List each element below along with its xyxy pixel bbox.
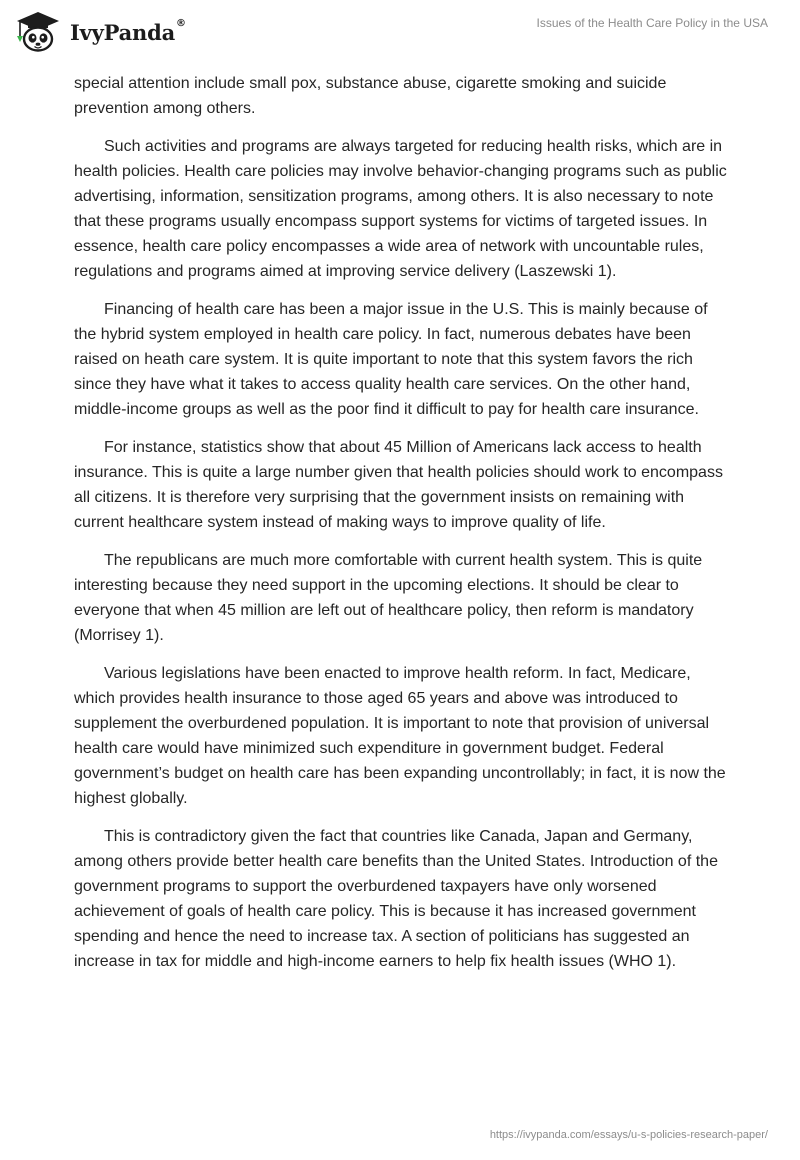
paragraph: special attention include small pox, substance abuse, cigarette smoking and suicide prevention among others. <box>74 75 667 117</box>
panda-graduation-cap-icon <box>14 9 64 53</box>
ivypanda-logo[interactable] <box>14 9 186 53</box>
paragraph: For instance, statistics show that about 45 Million of Americans lack access to health insurance. This is quite a large number given that health policies should work to encompass all citizens. It is therefore very surprising that the government insists on remaining with current healthcare system instead of making ways to improve quality of life. <box>74 439 723 531</box>
paragraph: The republicans are much more comfortable with current health system. This is quite interesting because they need support in the upcoming elections. It should be clear to everyone that when 45 million are left out of healthcare policy, then reform is mandatory (Morrisey 1). <box>74 552 703 644</box>
paragraph: Such activities and programs are always targeted for reducing health risks, which are in health policies. Health care policies may involve behavior-changing programs such as public advertising, information, sensitization programs, among others. It is also necessary to note that these programs usually encompass support systems for victims of targeted issues. In essence, health care policy encompasses a wide area of network with uncountable rules, regulations and programs aimed at improving service delivery (Laszewski 1). <box>74 138 727 280</box>
brand-label: IvyPanda <box>70 19 176 45</box>
registered-mark: ® <box>176 17 186 29</box>
document-title: Issues of the Health Care Policy in the USA <box>536 16 768 30</box>
essay-body <box>74 71 734 987</box>
brand-name <box>70 17 186 45</box>
source-url[interactable]: https://ivypanda.com/essays/u-s-policies-research-paper/ <box>489 1129 768 1141</box>
paragraph: Financing of health care has been a major issue in the U.S. This is mainly because of the hybrid system employed in health care policy. In fact, numerous debates have been raised on heath care system. It is quite important to note that this system favors the rich since they have what it takes to access quality health care services. On the other hand, middle-income groups as well as the poor find it difficult to pay for health care insurance. <box>74 301 708 418</box>
paragraph: Various legislations have been enacted to improve health reform. In fact, Medicare, which provides health insurance to those aged 65 years and above was introduced to supplement the overburdened population. It is important to note that provision of universal health care would have minimized such expenditure in government budget. Federal government’s budget on health care has been expanding uncontrollably; in fact, it is now the highest globally. <box>74 665 726 807</box>
paragraph: This is contradictory given the fact that countries like Canada, Japan and Germany, among others provide better health care benefits than the United States. Introduction of the government programs to support the overburdened taxpayers have only worsened achievement of goals of health care policy. This is because it has increased government spending and hence the need to increase tax. A section of politicians has suggested an increase in tax for middle and high-income earners to help fix health issues (WHO 1). <box>74 828 718 970</box>
page-header <box>0 0 800 64</box>
